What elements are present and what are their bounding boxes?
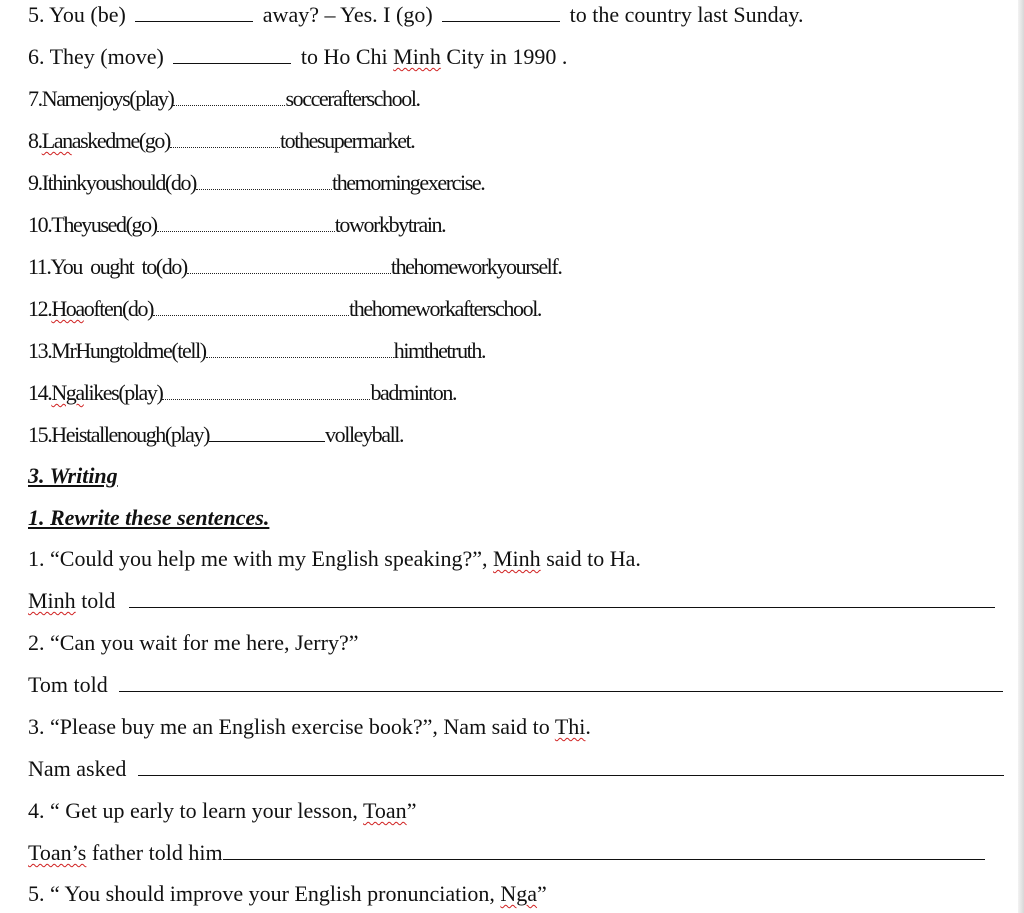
q11-blank[interactable]	[187, 253, 391, 274]
q12-spell-hoa: Hoa	[51, 296, 84, 321]
rewrite-4	[28, 796, 1020, 826]
exercise-9	[28, 168, 1020, 198]
r4-text-c: ”	[406, 798, 417, 823]
q7-text-b: soccerafterschool.	[285, 86, 420, 111]
exercise-15	[28, 420, 1020, 450]
q14-spell-nga: Nga	[51, 380, 84, 405]
page-edge-shadow	[1018, 0, 1024, 913]
q9-text-b: themorningexercise.	[331, 170, 485, 195]
q15-text-b: volleyball.	[325, 422, 404, 447]
q6-text-a: 6. They (move)	[28, 44, 164, 69]
r1-spell-minh: Minh	[493, 546, 541, 571]
q10-text-b: toworkbytrain.	[334, 212, 446, 237]
q6-text-b: to Ho Chi	[300, 44, 388, 69]
q8-num: 8.	[28, 128, 42, 153]
r1-ans-spell-minh: Minh	[28, 588, 76, 613]
q8-spell-lan: Lan	[41, 128, 72, 153]
q6-text-d: City in 1990 .	[446, 44, 568, 69]
rewrite-2	[28, 628, 1020, 658]
exercise-11	[28, 252, 1020, 282]
exercise-6	[28, 42, 1020, 72]
q12-text-d: thehomeworkafterschool.	[349, 296, 542, 321]
rewrite-4-answer	[28, 838, 1020, 868]
q10-blank[interactable]	[157, 211, 335, 232]
q14-blank[interactable]	[162, 379, 370, 400]
q7-text-a: 7.Namenjoys(play)	[28, 86, 174, 111]
q11-text-a: 11.You ought to(do)	[28, 254, 187, 279]
q12-text-c: often(do)	[83, 296, 154, 321]
r4-spell-toan: Toan	[363, 798, 407, 823]
r4-answer-line[interactable]	[223, 839, 985, 860]
r1-text-a: 1. “Could you help me with my English speaking?”,	[28, 546, 488, 571]
q8-text-d: tothesupermarket.	[279, 128, 415, 153]
q14-num: 14.	[28, 380, 52, 405]
r3-answer-line[interactable]	[138, 755, 1004, 776]
rewrite-1	[28, 544, 1020, 574]
q13-blank[interactable]	[206, 337, 394, 358]
r1-answer-line[interactable]	[129, 587, 995, 608]
q10-text-a: 10.Theyused(go)	[28, 212, 157, 237]
r3-text-c: .	[585, 714, 591, 739]
rewrite-3	[28, 712, 1020, 742]
q5-blank-2[interactable]	[442, 1, 560, 22]
r4-text-a: 4. “ Get up early to learn your lesson,	[28, 798, 358, 823]
exercise-7	[28, 84, 1020, 114]
exercise-5	[28, 0, 1020, 30]
r4-ans-spell-toans: Toan’s	[28, 840, 87, 865]
r3-ans-lead: Nam asked	[28, 756, 127, 781]
rewrite-1-answer	[28, 586, 1020, 616]
r4-ans-lead: father told him	[91, 840, 223, 865]
q12-blank[interactable]	[153, 295, 349, 316]
q5-text-b: away? – Yes. I (go)	[262, 2, 433, 27]
r2-text: 2. “Can you wait for me here, Jerry?”	[28, 630, 359, 655]
exercise-14	[28, 378, 1020, 408]
r5-spell-nga: Nga	[500, 881, 538, 906]
q5-text-c: to the country last Sunday.	[569, 2, 804, 27]
q9-blank[interactable]	[196, 169, 332, 190]
section-writing-heading: 3. Writing	[28, 463, 118, 488]
exercise-10	[28, 210, 1020, 240]
exercise-12	[28, 294, 1020, 324]
q13-text-b: himthetruth.	[393, 338, 486, 363]
q15-text-a: 15.Heistallenough(play)	[28, 422, 210, 447]
q15-blank[interactable]	[209, 421, 325, 442]
r5-text-c: ”	[537, 881, 547, 906]
q5-text-a: 5. You (be)	[28, 2, 126, 27]
q6-blank[interactable]	[173, 43, 291, 64]
r1-text-c: said to Ha.	[546, 546, 641, 571]
r2-answer-line[interactable]	[119, 671, 1003, 692]
rewrite-3-answer	[28, 754, 1020, 784]
exercise-13	[28, 336, 1020, 366]
r2-ans-lead: Tom told	[28, 672, 108, 697]
q13-text-a: 13.MrHungtoldme(tell)	[28, 338, 206, 363]
rewrite-2-answer	[28, 670, 1020, 700]
r1-ans-lead: told	[81, 588, 116, 613]
q8-text-c: askedme(go)	[71, 128, 170, 153]
q6-spell-minh: Minh	[393, 44, 441, 69]
exercise-8	[28, 126, 1020, 156]
q14-text-c: likes(play)	[83, 380, 163, 405]
q8-blank[interactable]	[170, 127, 280, 148]
q7-blank[interactable]	[173, 85, 285, 106]
q5-blank-1[interactable]	[135, 1, 253, 22]
rewrite-5	[28, 879, 1020, 909]
r3-text-a: 3. “Please buy me an English exercise book?”, Nam said to	[28, 714, 550, 739]
q11-text-b: thehomeworkyourself.	[390, 254, 562, 279]
q12-num: 12.	[28, 296, 52, 321]
section-rewrite-heading: 1. Rewrite these sentences.	[28, 505, 270, 530]
r3-spell-thi: Thi	[554, 714, 586, 739]
q9-text-a: 9.Ithinkyoushould(do)	[28, 170, 196, 195]
q14-text-d: badminton.	[370, 380, 457, 405]
r5-text-a: 5. “ You should improve your English pronunciation,	[28, 881, 495, 906]
